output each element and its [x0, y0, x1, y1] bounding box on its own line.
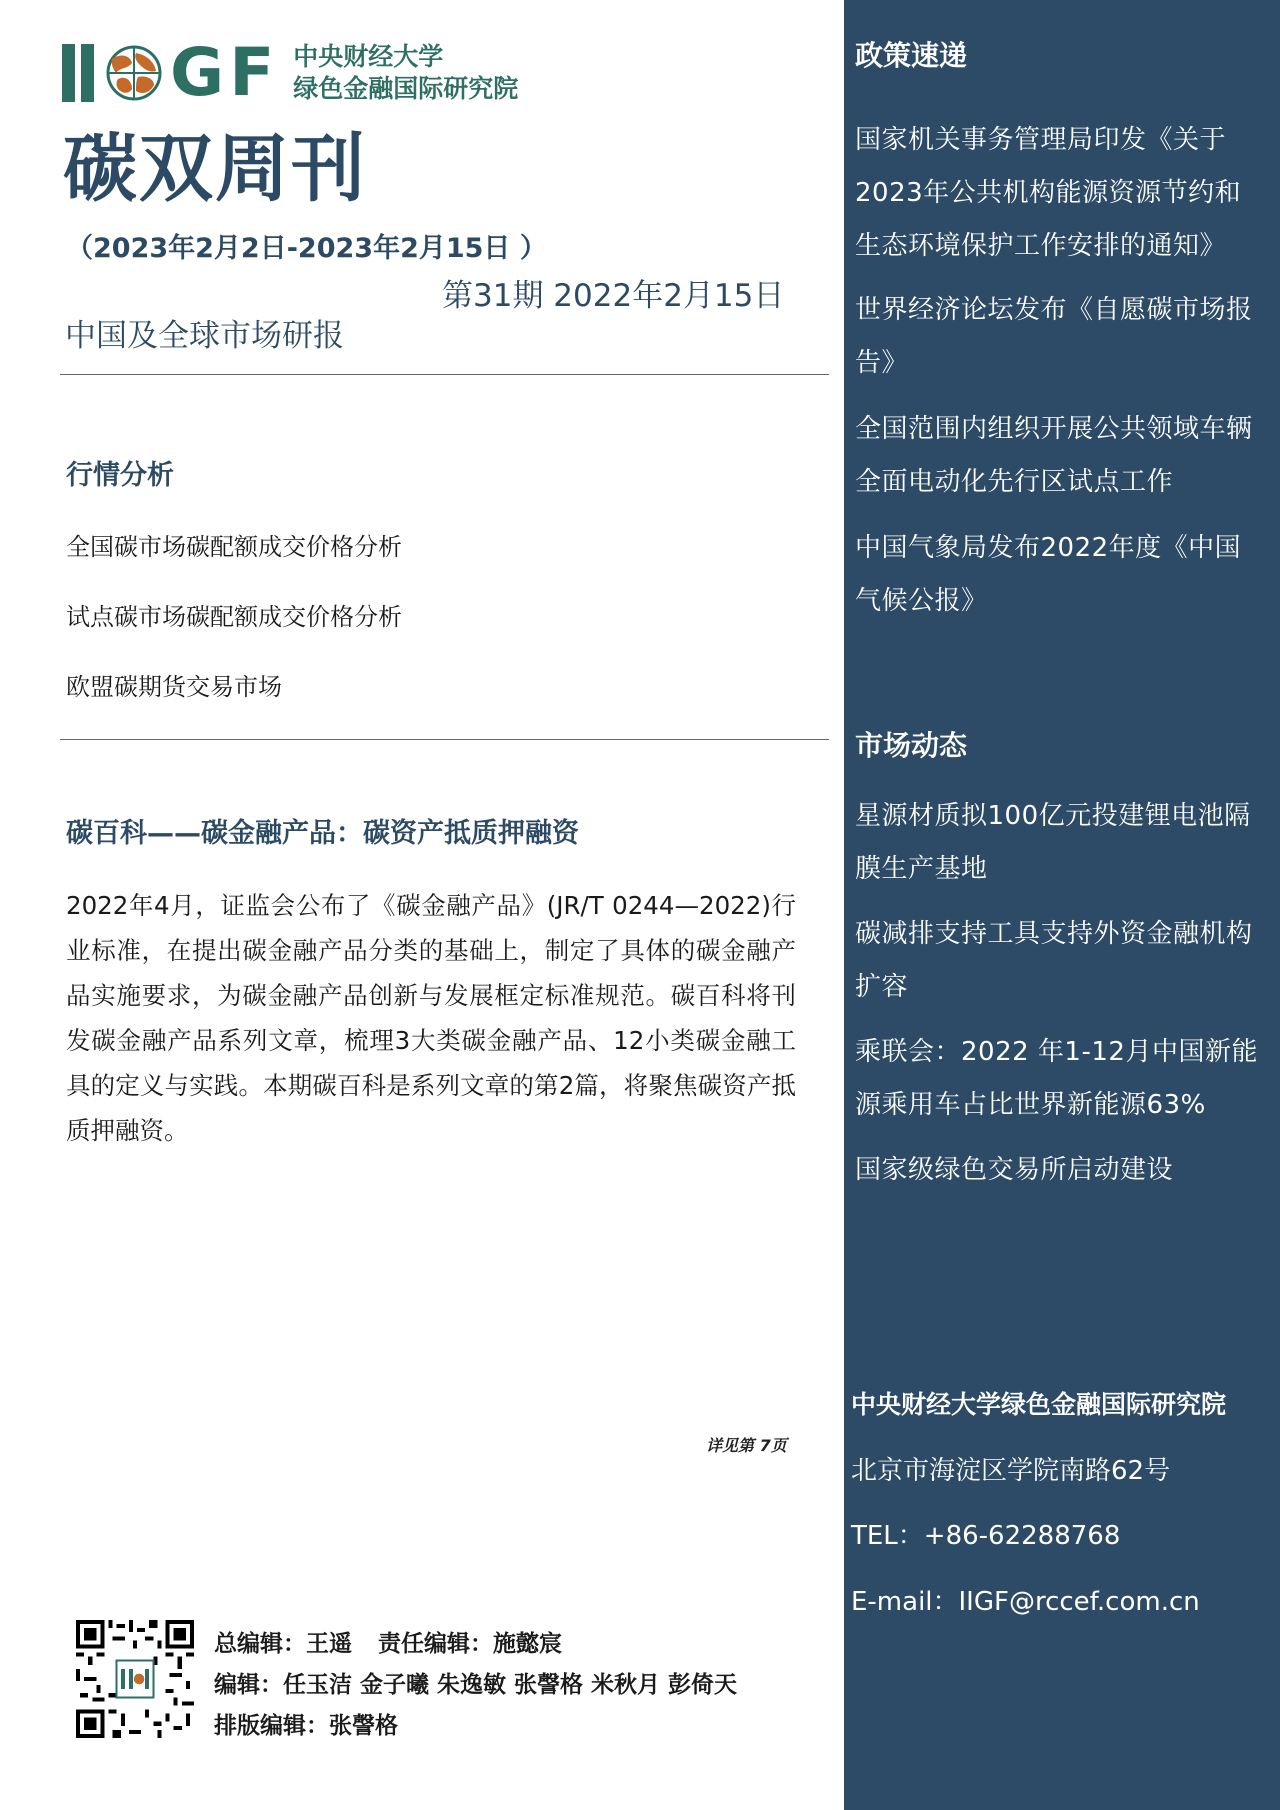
layout-editor-line: 排版编辑：张謦格 — [214, 1713, 398, 1739]
qr-code — [76, 1620, 194, 1738]
market-news-heading: 市场动态 — [855, 729, 968, 762]
section-divider — [60, 739, 829, 740]
issue-number-date: 第31期 2022年2月15日 — [442, 278, 785, 314]
date-range: （2023年2月2日-2023年2月15日 ） — [66, 233, 547, 264]
contact-phone: TEL：+86-62288768 — [851, 1521, 1121, 1551]
logo-bar-1 — [62, 44, 75, 102]
header-divider — [60, 374, 829, 375]
carbon-wiki-heading[interactable]: 碳百科——碳金融产品：碳资产抵质押融资 — [66, 818, 579, 849]
market-analysis-list — [66, 530, 402, 740]
policy-item[interactable]: 国家机关事务管理局印发《关于2023年公共机构能源资源节约和生态环境保护工作安排的通知》 — [855, 125, 1242, 261]
executive-editor: 责任编辑：施懿宸 — [378, 1631, 562, 1657]
page-title: 碳双周刊 — [63, 126, 367, 212]
policy-item[interactable]: 全国范围内组织开展公共领域车辆全面电动化先行区试点工作 — [855, 414, 1253, 497]
institute-name-line2: 绿色金融国际研究院 — [293, 74, 519, 103]
policy-item[interactable]: 中国气象局发布2022年度《中国气候公报》 — [855, 533, 1242, 616]
market-news-item[interactable]: 星源材质拟100亿元投建锂电池隔膜生产基地 — [855, 801, 1251, 884]
globe-icon — [106, 45, 162, 101]
market-analysis-heading: 行情分析 — [66, 460, 174, 491]
logo-letter-f: F — [229, 34, 274, 111]
market-analysis-item[interactable]: 试点碳市场碳配额成交价格分析 — [66, 603, 402, 631]
policy-heading: 政策速递 — [855, 39, 968, 72]
logo-letter-g: G — [170, 34, 224, 111]
institute-name-line1: 中央财经大学 — [293, 42, 444, 71]
credits-line-1 — [214, 1624, 737, 1665]
page-subtitle: 中国及全球市场研报 — [65, 318, 344, 354]
market-news-item[interactable]: 乘联会：2022 年1-12月中国新能源乘用车占比世界新能源63% — [855, 1037, 1258, 1120]
see-page-reference[interactable]: 详见第 7页 — [706, 1436, 787, 1455]
editorial-credits — [214, 1624, 737, 1747]
logo-bar-2 — [81, 44, 94, 102]
contact-email[interactable]: E-mail：IIGF@rccef.com.cn — [851, 1587, 1200, 1617]
market-news-item[interactable]: 国家级绿色交易所启动建设 — [855, 1155, 1174, 1185]
iigf-logo — [62, 34, 519, 111]
market-news-item[interactable]: 碳减排支持工具支持外资金融机构扩容 — [855, 919, 1253, 1002]
market-analysis-item[interactable]: 全国碳市场碳配额成交价格分析 — [66, 533, 402, 561]
institute-name — [293, 41, 518, 105]
chief-editor: 总编辑：王遥 — [214, 1631, 352, 1657]
policy-item[interactable]: 世界经济论坛发布《自愿碳市场报告》 — [855, 295, 1253, 378]
carbon-wiki-body: 2022年4月，证监会公布了《碳金融产品》(JR/T 0244—2022)行业标准，在提出碳金融产品分类的基础上，制定了具体的碳金融产品实施要求，为碳金融产品创新与发展框定标准规范。碳百科将刊发碳金融产品系列文章，梳理3大类碳金融产品、12小类碳金融工具的定义与实践。本期碳百科是系列文章的第2篇，将聚焦碳资产抵质押融资。 — [66, 891, 796, 1145]
market-analysis-item[interactable]: 欧盟碳期货交易市场 — [66, 673, 282, 701]
contact-institute-name: 中央财经大学绿色金融国际研究院 — [851, 1390, 1227, 1419]
contact-address: 北京市海淀区学院南路62号 — [851, 1456, 1171, 1486]
iigf-logo-mark — [62, 34, 274, 111]
editors-line: 编辑：任玉洁 金子曦 朱逸敏 张謦格 米秋月 彭倚天 — [214, 1672, 738, 1698]
